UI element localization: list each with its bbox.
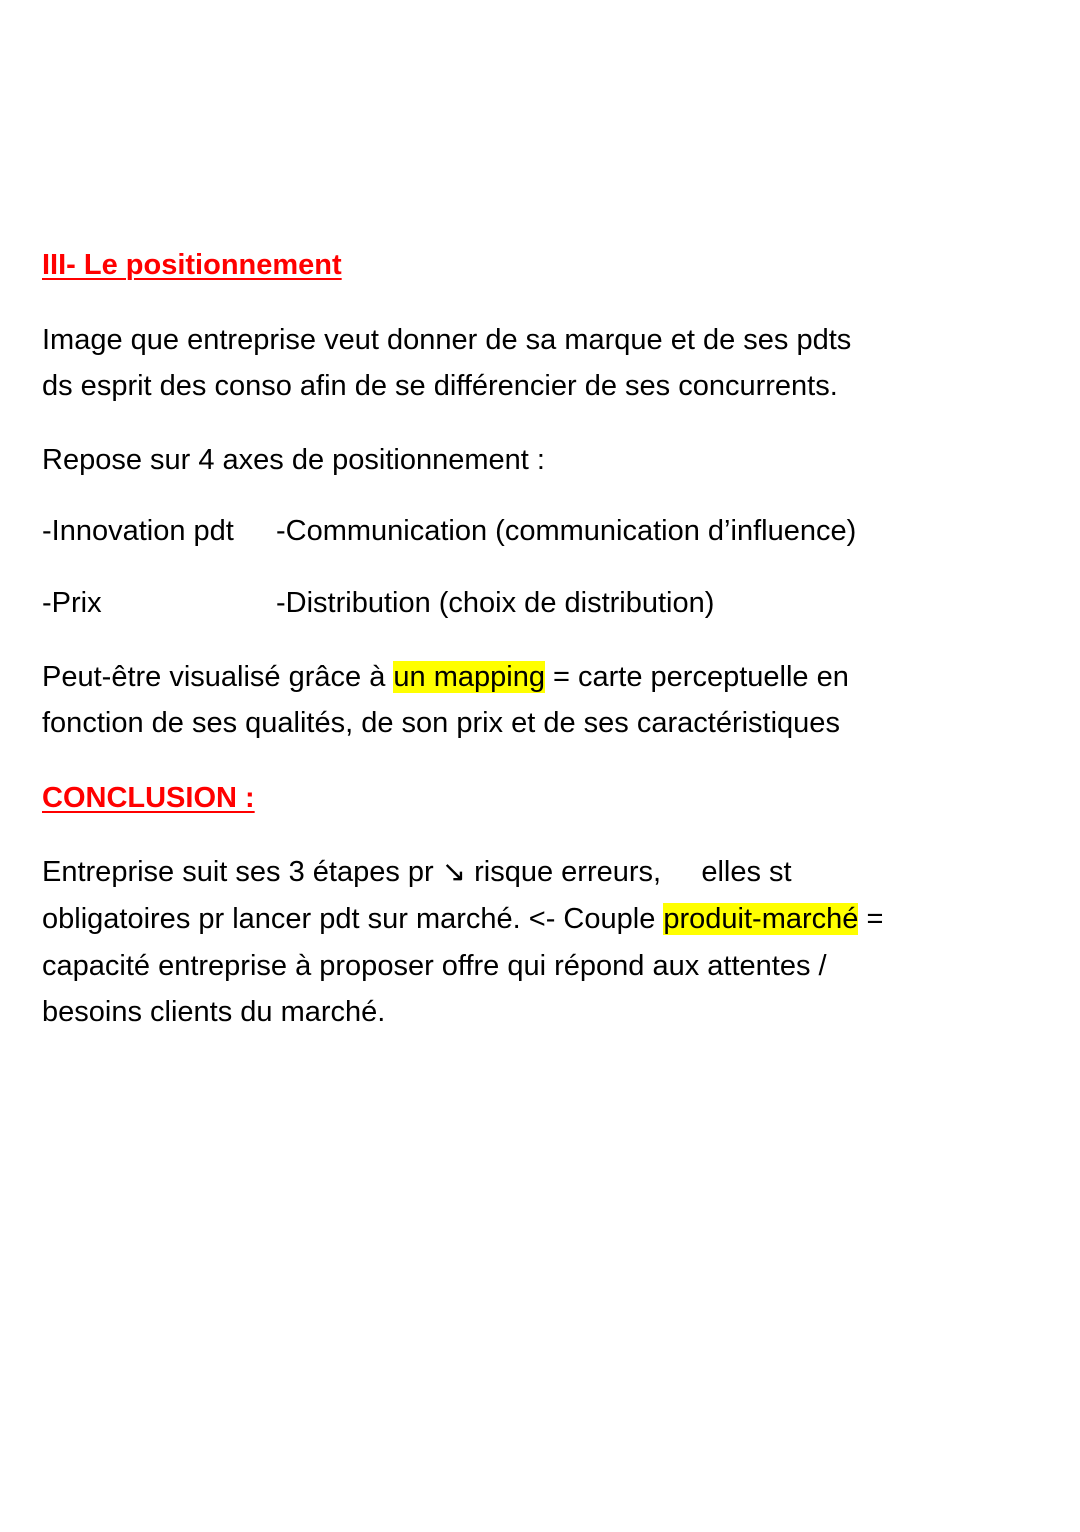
axis-distribution: -Distribution (choix de distribution) xyxy=(276,587,715,619)
conclusion-line-4: besoins clients du marché. xyxy=(42,996,386,1028)
conclusion-text-before: obligatoires pr lancer pdt sur marché. <- Couple xyxy=(42,903,664,935)
definition-line-1: Image que entreprise veut donner de sa marque et de ses pdts xyxy=(42,324,852,356)
mapping-text-after: = carte perceptuelle en xyxy=(544,661,849,693)
conclusion-highlight: produit-marché xyxy=(663,903,859,935)
conclusion-line-1: Entreprise suit ses 3 étapes pr ↘ risque erreurs, elles st xyxy=(42,856,792,888)
mapping-text-before: Peut-être visualisé grâce à xyxy=(42,661,394,693)
axis-communication: -Communication (communication d’influence) xyxy=(276,515,857,547)
axis-prix: -Prix xyxy=(42,587,102,619)
conclusion-line-3: capacité entreprise à proposer offre qui répond aux attentes / xyxy=(42,950,827,982)
axes-row-2 xyxy=(42,585,1042,621)
axes-intro: Repose sur 4 axes de positionnement : xyxy=(42,444,545,476)
section-title: III- Le positionnement xyxy=(42,249,342,281)
mapping-highlight: un mapping xyxy=(393,661,545,693)
axes-row-1 xyxy=(42,513,1042,549)
conclusion-title: CONCLUSION : xyxy=(42,782,255,814)
mapping-line-2: fonction de ses qualités, de son prix et de ses caractéristiques xyxy=(42,707,840,739)
conclusion-text-after: = xyxy=(858,903,884,935)
definition-line-2: ds esprit des conso afin de se différencier de ses concurrents. xyxy=(42,370,838,402)
mapping-line-1 xyxy=(42,659,849,695)
axis-innovation: -Innovation pdt xyxy=(42,515,234,547)
conclusion-line-2 xyxy=(42,901,883,937)
